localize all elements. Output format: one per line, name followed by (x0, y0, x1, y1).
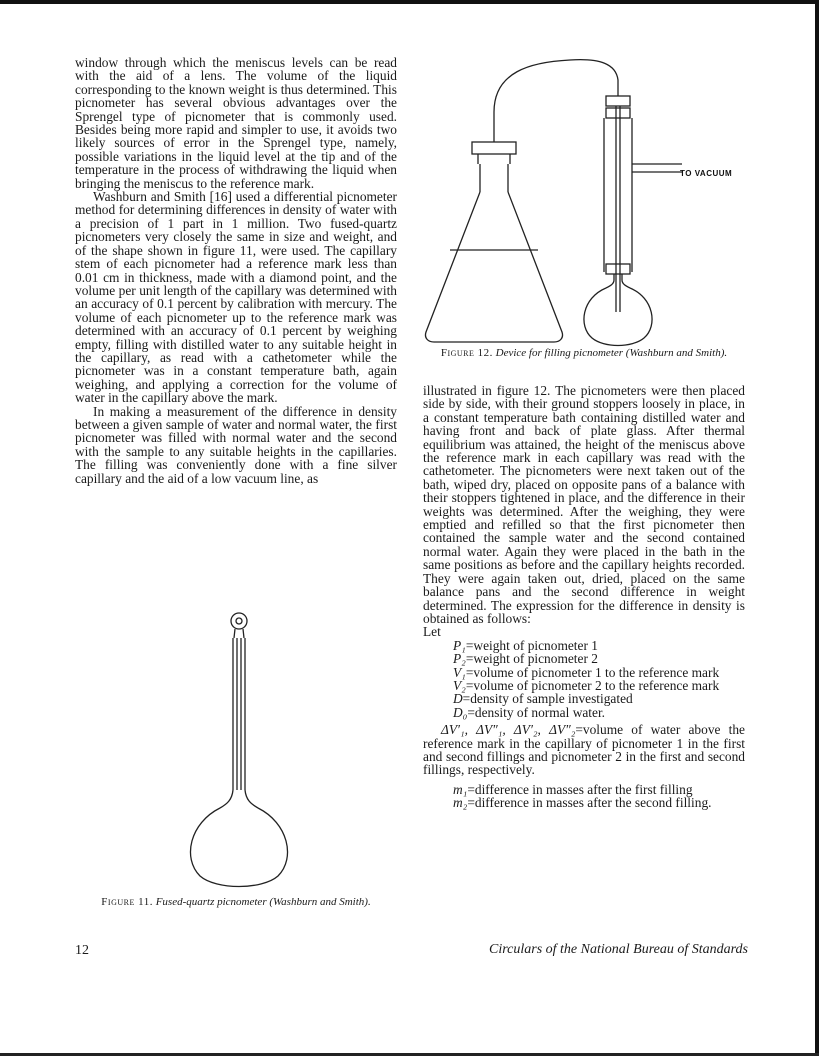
definition-item (453, 679, 745, 692)
figure-11-label: Figure 11. (101, 896, 153, 908)
mass-symbol: m₁ (453, 781, 468, 797)
mass-definition-item (453, 783, 745, 796)
definition-text: =weight of picnometer 1 (465, 637, 598, 653)
mass-definitions (423, 783, 745, 810)
definition-text: =density of sample investigated (462, 691, 633, 707)
definition-text: =volume of picnometer 2 to the reference mark (465, 677, 720, 693)
definition-item (453, 692, 745, 705)
figure-12-filling-device-drawing (420, 52, 750, 348)
right-paragraph-1: illustrated in figure 12. The picnometers were then placed side by side, with their ground stoppers loosely in place, in a constant temperature bath containing distilled water and having front and back of plate glass. After thermal equilibrium was attained, the height of the meniscus above the reference mark in each capillary was read with the cathetometer. The picnometers were next taken out of the bath, wiped dry, placed on opposite pans of a balance with their stoppers tightened in place, and the difference in their weights was determined. After the weighing, they were emptied and refilled so that the first picnometer then contained the sample water and the second contained normal water. Again they were placed in the bath in the same positions as before and the capillary heights recorded. They were again taken out, dried, placed on the same balance pans and the second difference in weight determined. The expression for the difference in density is obtained as follows: (423, 383, 745, 626)
mass-definition-item (453, 796, 745, 809)
delta-text: =volume of water above the reference mark in the capillary of picnometer 1 in the first and second fillings and picnometer 2 in the first and second fillings, respectively. (423, 722, 745, 778)
delta-symbols: ΔV′₁, ΔV″₁, ΔV′₂, ΔV″₂ (441, 722, 576, 738)
right-column (423, 384, 745, 810)
running-title: Circulars of the National Bureau of Standards (488, 942, 748, 957)
mass-text: =difference in masses after the second filling. (467, 795, 712, 811)
definition-item (453, 652, 745, 665)
definition-item (453, 666, 745, 679)
definition-symbol: V₁ (453, 664, 466, 680)
figure-11-caption-text: Fused-quartz picnometer (Washburn and Smith). (155, 896, 371, 908)
definition-symbol: P₂ (453, 651, 466, 667)
definitions-list (423, 639, 745, 719)
left-paragraph-2: Washburn and Smith [16] used a differential picnometer method for determining differences in density of water with a precision of 1 part in 1 million. Two fused-quartz picnometers very closely the same in size and weight, and of the shape shown in figure 11, were used. The capillary stem of each picnometer had a reference mark less than 0.01 cm in thickness, made with a diamond point, and the volume per unit length of the capillary was determined with an accuracy of 0.1 percent by calibration with mercury. The volume of each picnometer up to the reference mark was determined with an accuracy of 0.1 percent by weighing empty, filling with distilled water to any suitable height in the capillary, as read with a cathetometer while the picnometer was in a constant temperature bath, again weighing, and applying a correction for the volume of water in the capillary above the mark. (75, 189, 397, 406)
definition-text: =density of normal water. (467, 704, 606, 720)
definition-item (453, 706, 745, 719)
mass-text: =difference in masses after the first filling (467, 781, 693, 797)
definition-text: =weight of picnometer 2 (465, 651, 598, 667)
page-number: 12 (75, 943, 89, 958)
definition-symbol: P₁ (453, 637, 466, 653)
left-paragraph-3: In making a measurement of the difference in density between a given sample of water and normal water, the first picnometer was filled with normal water and the second with the sample to any suitable heights in the capillaries. The filling was conveniently done with a fine silver capillary and the aid of a low vacuum line, as (75, 403, 397, 486)
delta-definition (423, 723, 745, 777)
to-vacuum-label: TO VACUUM (680, 169, 733, 178)
let-word: Let (423, 624, 441, 640)
figure-12-caption-text: Device for filling picnometer (Washburn and Smith). (495, 347, 728, 359)
definition-symbol: D (453, 691, 463, 707)
figure-12-label: Figure 12. (440, 347, 493, 359)
definition-symbol: V₂ (453, 677, 466, 693)
definition-symbol: D₀ (453, 704, 468, 720)
definition-text: =volume of picnometer 1 to the reference mark (465, 664, 720, 680)
mass-symbol: m₂ (453, 795, 468, 811)
scan-edge-right (815, 0, 819, 1056)
left-paragraph-1: window through which the meniscus levels can be read with the aid of a lens. The volume of the liquid corresponding to the known weight is thus determined. This picnometer has several obvious advantages over the Sprengel type of picnometer that is commonly used. Besides being more rapid and simpler to use, it avoids two likely sources of error in the Sprengel type, namely, possible variations in the liquid level at the tip and of the temperature in the process of withdrawing the liquid when bringing the meniscus to the reference mark. (75, 55, 397, 191)
figure-12-caption (423, 347, 745, 359)
figure-11-picnometer-drawing (180, 608, 310, 890)
scan-edge-top (0, 0, 819, 4)
figure-11-caption (75, 896, 397, 908)
definition-item (453, 639, 745, 652)
left-column (75, 56, 397, 485)
